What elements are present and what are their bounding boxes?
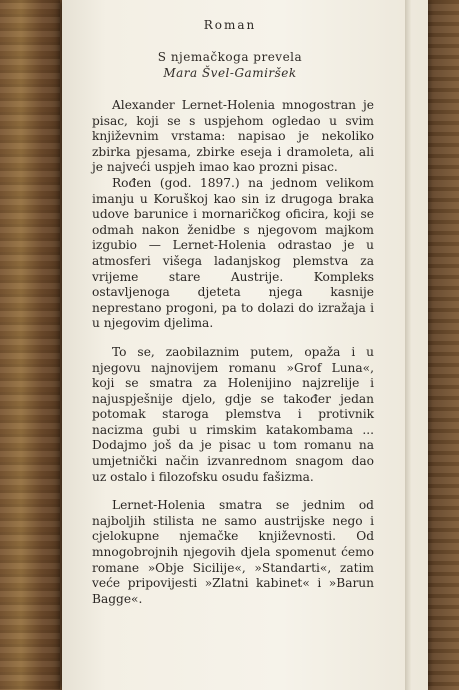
paragraph: Rođen (god. 1897.) na jednom velikom imanju u Koruškoj kao sin iz drugoga braka udove barunice i mornaričkog oficira, koji se odmah nakon ženidbe s njegovom majkom izgubio — Lernet-Holenia odrastao je u atmosferi višega ladanjskog plemstva za vrijeme stare Austrije. Kompleks ostavljenoga djeteta njega kasnije neprestano progoni, pa to dolazi do izražaja i u njegovim djelima. bbox=[92, 175, 374, 331]
translation-note: S njemačkoga prevela bbox=[157, 50, 303, 64]
paragraph: To se, zaobilaznim putem, opaža i u njegovu najnovijem romanu »Grof Luna«, koji se smatra za Holenijino najzrelije i najuspješnije djelo, gdje se također jedan potomak staroga plemstva i protivnik nacizma gubi u rimskim katakombama ... Dodajmo još da je pisac u tom romanu na umjetnički način izvanrednom snagom dao uz ostalo i filozofsku osudu fašizma. bbox=[92, 344, 374, 484]
blurb-text bbox=[92, 98, 374, 607]
page-edge bbox=[405, 0, 411, 690]
paragraph: Alexander Lernet-Holenia mnogostran je pisac, koji se s uspjehom ogledao u svim književnim vrstama: napisao je nekoliko zbirka pjesama, zbirke eseja i dramoleta, ali je najveći uspjeh imao kao prozni pisac. bbox=[92, 98, 374, 175]
wood-table-left bbox=[0, 0, 60, 690]
translator-name: Mara Švel-Gamiršek bbox=[163, 66, 297, 80]
paragraph: Lernet-Holenia smatra se jednim od najboljih stilista ne samo austrijske nego i cjelokupne njemačke književnosti. Od mnogobrojnih njegovih djela spomenut ćemo romane »Obje Sicilije«, »Standarti«, zatim veće pripovijesti »Zlatni kabinet« i »Barun Bagge«. bbox=[92, 498, 374, 606]
genre-label: Roman bbox=[203, 18, 257, 32]
wood-table-right bbox=[427, 0, 459, 690]
page-header bbox=[130, 14, 330, 80]
